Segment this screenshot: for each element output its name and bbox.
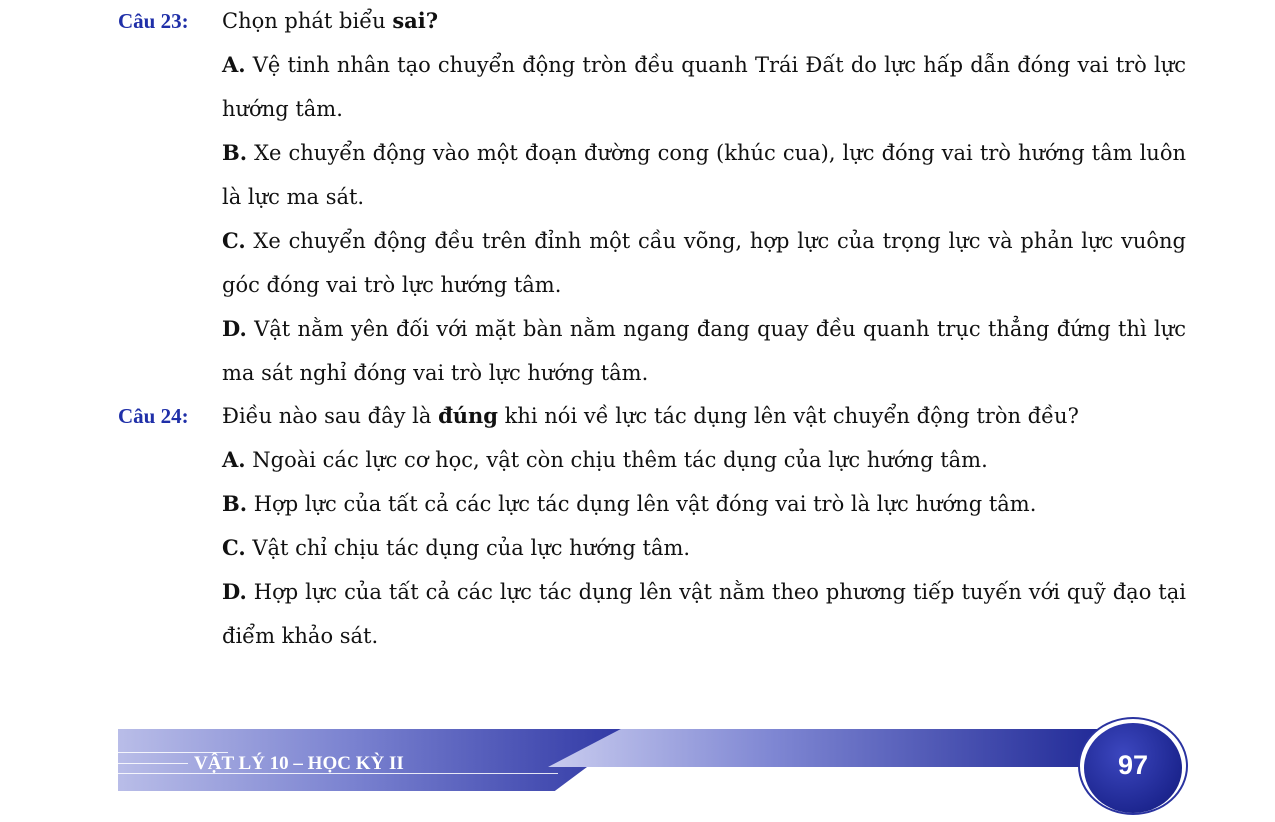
option-text: Xe chuyển động vào một đoạn đường cong (khúc cua), lực đóng vai trò hướng tâm luôn là lực ma sát.	[222, 141, 1186, 209]
question-24-label: Câu 24:	[118, 404, 189, 428]
option-text: Xe chuyển động đều trên đỉnh một cầu võng, hợp lực của trọng lực và phản lực vuông góc đóng vai trò lực hướng tâm.	[222, 229, 1186, 297]
option-text: Vệ tinh nhân tạo chuyển động tròn đều quanh Trái Đất do lực hấp dẫn đóng vai trò lực hướng tâm.	[222, 53, 1186, 121]
question-23-option-a	[222, 43, 1186, 131]
question-24-stem-tail: khi nói về lực tác dụng lên vật chuyển động tròn đều?	[497, 404, 1079, 428]
footer-book-title: VẬT LÝ 10 – HỌC KỲ II	[194, 753, 404, 774]
page-footer	[118, 715, 1188, 815]
option-letter: C.	[222, 228, 246, 253]
option-letter: B.	[222, 491, 248, 516]
question-24-stem	[222, 405, 1079, 427]
option-text: Ngoài các lực cơ học, vật còn chịu thêm tác dụng của lực hướng tâm.	[245, 448, 988, 472]
question-24-option-c	[222, 526, 1186, 570]
option-letter: B.	[222, 140, 248, 165]
option-letter: D.	[222, 316, 247, 341]
question-23-option-b	[222, 131, 1186, 219]
option-letter: C.	[222, 535, 246, 560]
question-23-stem-text: Chọn phát biểu	[222, 9, 393, 33]
page-number: 97	[1117, 750, 1149, 780]
question-24-stem-emphasis: đúng	[438, 403, 498, 428]
option-text: Vật nằm yên đối với mặt bàn nằm ngang đang quay đều quanh trục thẳng đứng thì lực ma sát nghỉ đóng vai trò lực hướng tâm.	[222, 317, 1186, 385]
question-23-stem-emphasis: sai?	[392, 8, 439, 33]
question-23-stem	[222, 10, 438, 32]
question-23-option-c	[222, 219, 1186, 307]
option-letter: A.	[222, 447, 246, 472]
option-text: Hợp lực của tất cả các lực tác dụng lên vật nằm theo phương tiếp tuyến với quỹ đạo tại điểm khảo sát.	[222, 580, 1186, 648]
footer-stripe	[118, 763, 188, 764]
question-24-option-b	[222, 482, 1186, 526]
option-text: Hợp lực của tất cả các lực tác dụng lên vật đóng vai trò là lực hướng tâm.	[247, 492, 1037, 516]
question-24-stem-text: Điều nào sau đây là	[222, 404, 439, 428]
option-letter: A.	[222, 52, 246, 77]
question-24-option-d	[222, 570, 1186, 658]
question-23-label: Câu 23:	[118, 9, 189, 33]
option-text: Vật chỉ chịu tác dụng của lực hướng tâm.	[245, 536, 691, 560]
question-24-option-a	[222, 438, 1186, 482]
question-23-option-d	[222, 307, 1186, 395]
footer-banner-right	[548, 729, 1108, 767]
option-letter: D.	[222, 579, 247, 604]
